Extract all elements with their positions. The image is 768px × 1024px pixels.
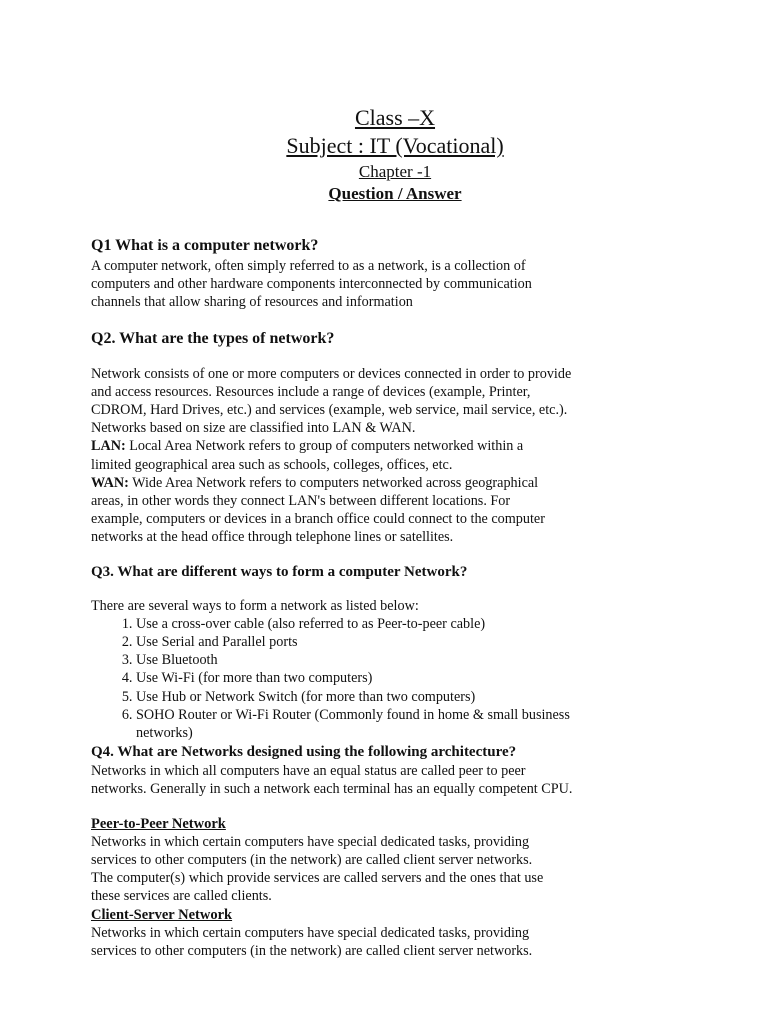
- q2-question: Q2. What are the types of network?: [91, 329, 335, 347]
- wan-text-line: networks at the head office through telephone lines or satellites.: [91, 529, 454, 546]
- q2-intro-line: and access resources. Resources include a range of devices (example, Printer,: [91, 383, 531, 400]
- lan-definition: [91, 437, 651, 455]
- cs-line: services to other computers (in the network) are called client server networks.: [91, 943, 533, 960]
- p2p-line: The computer(s) which provide services are called servers and the ones that use: [91, 870, 544, 887]
- list-item: 4. Use Wi-Fi (for more than two computers): [136, 669, 651, 687]
- q4-answer-line: networks. Generally in such a network each terminal has an equally competent CPU.: [91, 781, 573, 798]
- p2p-line: services to other computers (in the network) are called client server networks.: [91, 852, 533, 869]
- lan-text: Local Area Network refers to group of computers networked within a: [125, 438, 524, 455]
- q3-intro: There are several ways to form a network as listed below:: [91, 597, 419, 614]
- wan-label: WAN:: [91, 474, 129, 491]
- client-server-text: [91, 924, 651, 960]
- list-item: 6. SOHO Router or Wi-Fi Router (Commonly found in home & small business networks): [136, 706, 651, 742]
- q3-answer: [91, 597, 651, 743]
- q1-answer-line: computers and other hardware components interconnected by communication: [91, 276, 532, 293]
- peer-to-peer-text: [91, 833, 651, 906]
- subject-title: Subject : IT (Vocational): [286, 133, 504, 158]
- q2-answer: [91, 365, 651, 547]
- p2p-line: Networks in which certain computers have special dedicated tasks, providing: [91, 833, 530, 850]
- wan-text-line: areas, in other words they connect LAN's between different locations. For: [91, 493, 511, 510]
- document-header: [0, 104, 768, 205]
- q2-intro-line: Networks based on size are classified into LAN & WAN.: [91, 420, 416, 437]
- p2p-line: these services are called clients.: [91, 888, 272, 905]
- q1-answer-line: channels that allow sharing of resources and information: [91, 294, 413, 311]
- wan-definition: [91, 474, 651, 492]
- client-server-heading: Client-Server Network: [91, 906, 233, 923]
- q2-intro-line: CDROM, Hard Drives, etc.) and services (example, web service, mail service, etc.).: [91, 402, 568, 419]
- network-methods-list: [91, 615, 651, 742]
- list-item: 2. Use Serial and Parallel ports: [136, 633, 651, 651]
- cs-line: Networks in which certain computers have special dedicated tasks, providing: [91, 924, 530, 941]
- document-body: [91, 236, 651, 960]
- q3-question: Q3. What are different ways to form a computer Network?: [91, 563, 468, 580]
- q1-answer-line: A computer network, often simply referred to as a network, is a collection of: [91, 258, 526, 274]
- lan-text-line: limited geographical area such as schools, colleges, offices, etc.: [91, 456, 453, 473]
- peer-to-peer-heading: Peer-to-Peer Network: [91, 815, 226, 832]
- chapter-title: Chapter -1: [358, 162, 432, 181]
- q1-answer: [91, 257, 651, 312]
- q4-answer-line: Networks in which all computers have an equal status are called peer to peer: [91, 763, 526, 780]
- q4-answer: [91, 762, 651, 798]
- q2-intro-line: Network consists of one or more computers or devices connected in order to provide: [91, 365, 572, 382]
- q1-question: Q1 What is a computer network?: [91, 237, 319, 254]
- list-item: 1. Use a cross-over cable (also referred to as Peer-to-peer cable): [136, 615, 651, 633]
- class-title: Class –X: [354, 105, 436, 130]
- q4-question: Q4. What are Networks designed using the following architecture?: [91, 744, 517, 761]
- wan-text-line: example, computers or devices in a branch office could connect to the computer: [91, 511, 545, 528]
- wan-text: Wide Area Network refers to computers networked across geographical: [128, 474, 539, 491]
- qa-title: Question / Answer: [328, 184, 462, 203]
- list-item: 5. Use Hub or Network Switch (for more than two computers): [136, 688, 651, 706]
- lan-label: LAN:: [91, 438, 126, 455]
- list-item: 3. Use Bluetooth: [136, 651, 651, 669]
